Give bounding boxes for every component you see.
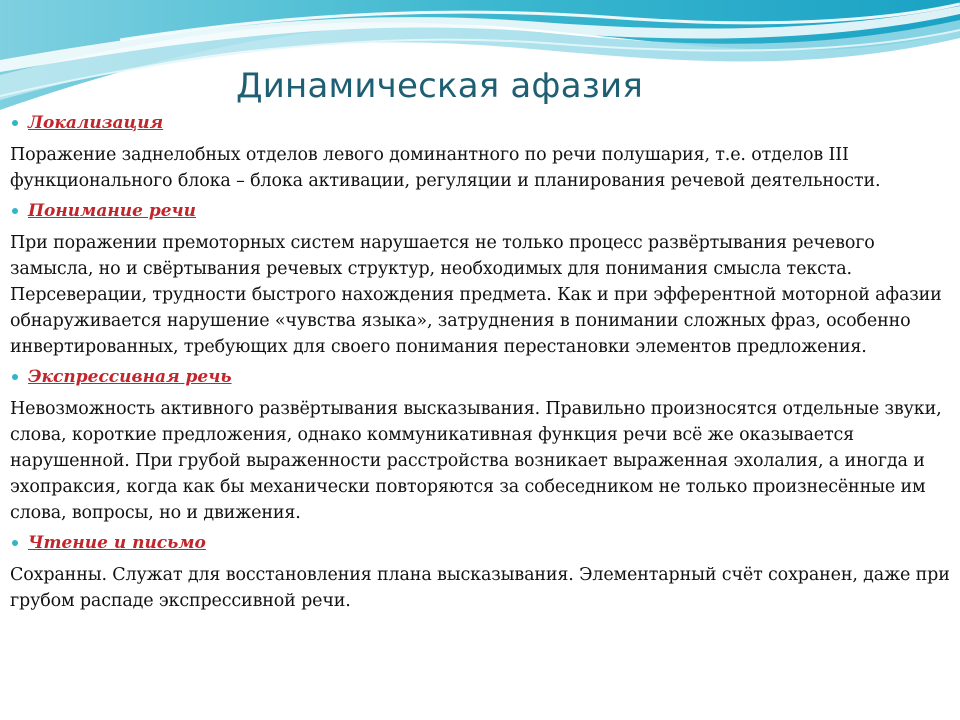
slide-title: Динамическая афазия: [236, 66, 643, 106]
slide-content: [10, 110, 950, 618]
section-text: При поражении премоторных систем нарушается не только процесс развёртывания речевого замысла, но и свёртывания речевых структур, необходимых для понимания смысла текста. Персеверации, трудности быстрого нахождения предмета. Как и при эфферентной моторной афазии обнаруживается нарушение «чувства языка», затруднения в понимании сложных фраз, особенно инвертированных, требующих для своего понимания перестановки элементов предложения.: [10, 233, 942, 357]
section-header: [10, 110, 950, 136]
section-header: [10, 364, 950, 390]
bullet-icon: [12, 208, 18, 214]
section-reading-writing: [10, 530, 950, 614]
section-expressive-speech: [10, 364, 950, 526]
section-heading: Понимание речи: [28, 201, 197, 221]
section-text: Поражение заднелобных отделов левого доминантного по речи полушария, т.е. отделов III функционального блока – блока активации, регуляции и планирования речевой деятельности.: [10, 145, 881, 191]
section-heading: Экспрессивная речь: [28, 367, 232, 387]
section-comprehension: [10, 198, 950, 360]
section-header: [10, 198, 950, 224]
bullet-icon: [12, 374, 18, 380]
section-heading: Локализация: [28, 113, 164, 133]
bullet-icon: [12, 540, 18, 546]
section-header: [10, 530, 950, 556]
section-heading: Чтение и письмо: [28, 533, 206, 553]
section-text: Сохранны. Служат для восстановления плана высказывания. Элементарный счёт сохранен, даже при грубом распаде экспрессивной речи.: [10, 565, 950, 611]
section-text: Невозможность активного развёртывания высказывания. Правильно произносятся отдельные звуки, слова, короткие предложения, однако коммуникативная функция речи всё же оказывается нарушенной. При грубой выраженности расстройства возникает выраженная эхолалия, а иногда и эхопраксия, когда как бы механически повторяются за собеседником не только произнесённые им слова, вопросы, но и движения.: [10, 399, 942, 523]
bullet-icon: [12, 120, 18, 126]
section-localization: [10, 110, 950, 194]
